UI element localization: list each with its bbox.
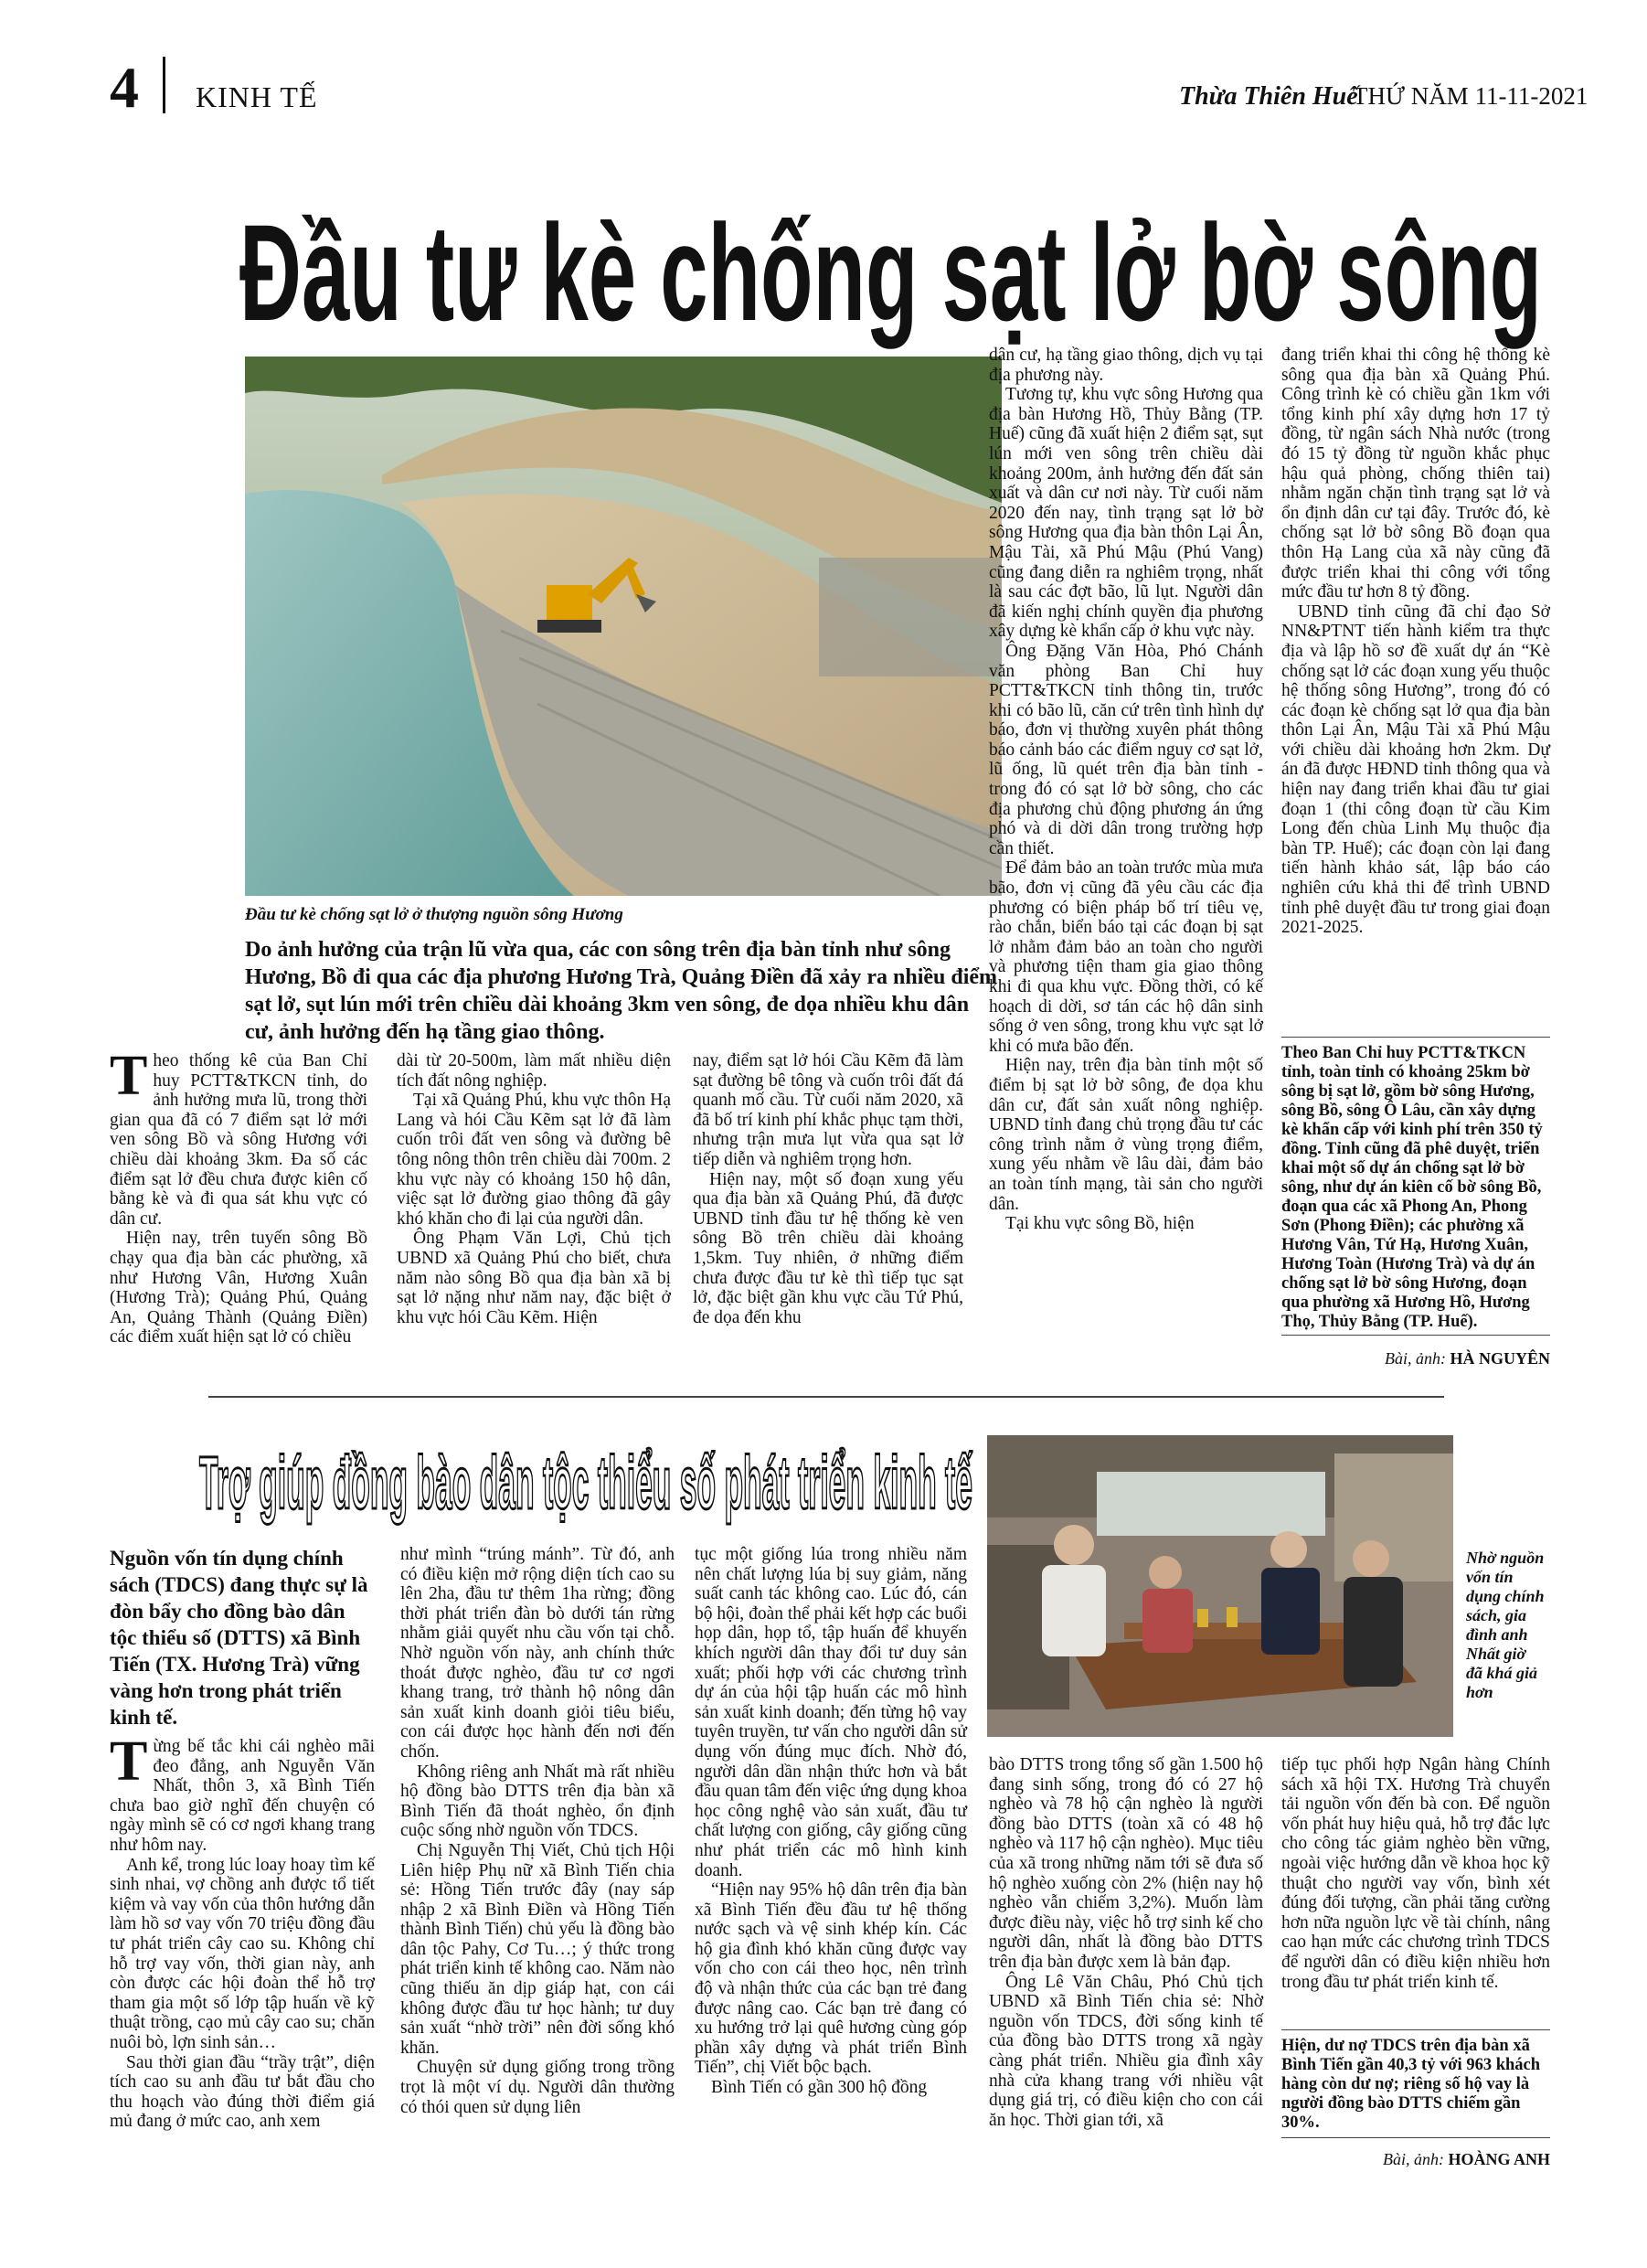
paragraph: Hiện nay, một số đoạn xung yếu qua địa bàn xã Quảng Phú, đã được UBND tỉnh đầu tư hệ thống kè ven sông Bồ trên chiều dài khoảng 1,5km. Tuy nhiên, ở những điểm chưa được đầu tư kè thì tiếp tục sạt lở, đặc biệt gần khu vực cầu Tứ Phú, đe dọa đến khu [693,1169,963,1327]
paragraph: Hiện nay, trên địa bàn tỉnh một số điểm bị sạt lở bờ sông, đe dọa khu dân cư, đất sản xuất nông nghiệp. UBND tỉnh đang chủ trọng đầu tư các công trình nằm ở vùng trọng điểm, xung yếu nhằm về lâu dài, đảm bảo an toàn tính mạng, tài sản cho người dân. [989,1056,1263,1214]
credit-author: HÀ NGUYÊN [1450,1349,1550,1368]
paragraph: “Hiện nay 95% hộ dân trên địa bàn xã Bình Tiến đều đầu tư hệ thống nước sạch và vệ sinh khép kín. Các hộ gia đình khó khăn cũng được vay vốn cho con cái theo học, nên trình độ và nhận thức của các bạn trẻ đang được nâng cao. Các bạn trẻ đang có xu hướng trở lại quê hương cùng góp phần xây dựng và phát triển Bình Tiến”, chị Viết bộc bạch. [695,1880,967,2078]
article1-column-5 [1281,346,1550,938]
paragraph: Chị Nguyễn Thị Viết, Chủ tịch Hội Liên hiệp Phụ nữ xã Bình Tiến chia sẻ: Hồng Tiến trước đây (nay sáp nhập 2 xã Bình Điền và Hồng Tiến thành Bình Tiến) chủ yếu là đồng bào dân tộc Pahy, Cơ Tu…; ý thức trong phát triển kinh tế không cao. Năm nào cũng thiếu ăn dịp giáp hạt, con cái không được đầu tư học hành; tư duy sản xuất “nhờ trời” nên đời sống khó khăn. [400,1840,675,2058]
article2-credit [1281,2150,1550,2169]
paragraph: UBND tỉnh cũng đã chỉ đạo Sở NN&PTNT tiến hành kiểm tra thực địa và lập hồ sơ đề xuất dự án “Kè chống sạt lở các đoạn xung yếu thuộc hệ thống sông Hương”, trong đó có các đoạn kè chống sạt lở qua địa bàn thôn Lại Ân, Mậu Tài xã Phú Mậu với chiều dài khoảng hơn 2km. Dự án đã được HĐND tỉnh thông qua và hiện nay đang triển khai đầu tư giai đoạn 1 (thi công đoạn từ cầu Kim Long đến chùa Linh Mụ thuộc địa bàn TP. Huế); các đoạn còn lại đang tiến hành khảo sát, lập báo cáo nghiên cứu khả thi để trình UBND tỉnh phê duyệt đầu tư trong giai đoạn 2021-2025. [1281,602,1550,938]
article1-column-4 [989,346,1263,1234]
box-rule [1281,1037,1550,1038]
dropcap: T [110,1730,148,1793]
paragraph: Không riêng anh Nhất mà rất nhiều hộ đồng bào DTTS trên địa bàn xã Bình Tiến đã thoát nghèo, ổn định cuộc sống nhờ nguồn vốn TDCS. [400,1762,675,1841]
article2-column-5 [1281,1755,1550,1992]
article1-column-2 [397,1051,671,1327]
paragraph: heo thống kê của Ban Chỉ huy PCTT&TKCN tỉnh, do ảnh hưởng mưa lũ, trong thời gian qua đã có 7 điểm sạt lở mới ven sông Bồ và sông Hương với chiều dài khoảng 3km. Đa số các điểm sạt lở đều chưa được kiên cố bằng kè và đi qua sát khu vực có dân cư. [110,1051,367,1229]
article2-column-2 [400,1545,675,2117]
article2-fact-box: Hiện, dư nợ TDCS trên địa bàn xã Bình Tiến gần 40,3 tỷ với 963 khách hàng còn dư nợ; riêng số hộ vay là người đồng bào DTTS chiếm gần 30%. [1281,2037,1541,2132]
article2-lead: Nguồn vốn tín dụng chính sách (TDCS) đang thực sự là đòn bẩy cho đồng bào dân tộc thiểu số (DTTS) xã Bình Tiến (TX. Hương Trà) vững vàng hơn trong phát triển kinh tế. [110,1547,368,1729]
article1-column-1 [110,1045,367,1347]
paragraph: Tại khu vực sông Bồ, hiện [1005,1214,1195,1234]
article2-column-1 [110,1730,375,2132]
newspaper-name: Thừa Thiên Huế [1179,82,1358,111]
paragraph: dân cư, hạ tầng giao thông, dịch vụ tại địa phương này. [989,346,1263,385]
article2-column-4 [989,1755,1263,2130]
paragraph: Anh kể, trong lúc loay hoay tìm kế sinh nhai, vợ chồng anh được tổ tiết kiệm và vay vốn của thôn hướng dẫn làm hồ sơ vay vốn 70 triệu đồng đầu tư phát triển cây cao su. Không chỉ hỗ trợ vay vốn, thời gian này, anh còn được các hội đoàn thể hỗ trợ tham gia một số lớp tập huấn về kỹ thuật trồng, cạo mủ cây cao su; chăn nuôi bò, lợn sinh sản… [110,1855,375,2052]
paragraph: Ông Phạm Văn Lợi, Chủ tịch UBND xã Quảng Phú cho biết, chưa năm nào sông Bồ qua địa bàn xã bị sạt lở nặng như năm nay, đặc biệt ở khu vực hói Cầu Kẽm. Hiện [397,1229,671,1327]
article2-photo-caption: Nhờ nguồn vốn tín dụng chính sách, gia đình anh Nhất giờ đã khá giả hơn [1466,1549,1545,1701]
box-rule [1281,2137,1550,2138]
article1-lead: Do ảnh hưởng của trận lũ vừa qua, các con sông trên địa bàn tỉnh như sông Hương, Bồ đi qua các địa phương Hương Trà, Quảng Điền đã xảy ra nhiều điểm sạt lở, sụt lún mới trên chiều dài khoảng 3km ven sông, đe dọa nhiều khu dân cư, ảnh hưởng đến hạ tầng giao thông. [245,938,998,1044]
paragraph: Hiện nay, trên tuyến sông Bồ chạy qua địa bàn các phường, xã như Hương Vân, Hương Xuân (Hương Trà); Quảng Phú, Quảng An, Quảng Thành (Quảng Điền) các điểm xuất hiện sạt lở có chiều [110,1229,367,1347]
dropcap: T [110,1045,148,1107]
article1-fact-box: Theo Ban Chỉ huy PCTT&TKCN tỉnh, toàn tỉnh có khoảng 25km bờ sông bị sạt lở, gồm bờ sông Hương, sông Bồ, sông Ô Lâu, cần xây dựng kè khẩn cấp với kinh phí trên 350 tỷ đồng. Tỉnh cũng đã phê duyệt, triển khai một số dự án chống sạt lở bờ sông, như dự án kiên cố bờ sông Bồ, đoạn qua các xã Phong An, Phong Sơn (Phong Điền); các phường xã Hương Vân, Tứ Hạ, Hương Xuân, Hương Toàn (Hương Trà) và dự án chống sạt lở bờ sông Hương, đoạn qua phường xã Hương Hồ, Hương Thọ, Thủy Bằng (TP. Huế). [1281,1044,1543,1331]
article1-headline [239,174,1546,357]
paragraph: bào DTTS trong tổng số gần 1.500 hộ đang sinh sống, trong đó có 27 hộ nghèo và 78 hộ cận nghèo là người đồng bào DTTS (toàn xã có 48 hộ nghèo và 117 hộ cận nghèo). Mục tiêu của xã trong những năm tới sẽ đưa số hộ nghèo xuống còn 2% (hiện nay hộ nghèo vẫn chiếm 3,2%). Muốn làm được điều này, việc hỗ trợ sinh kế cho người dân, nhất là đồng bào DTTS trên địa bàn được xem là bản đạp. [989,1755,1263,1972]
article1-photo-caption: Đầu tư kè chống sạt lở ở thượng nguồn sông Hương [245,905,623,924]
paragraph: Sau thời gian đầu “trầy trật”, diện tích cao su anh đầu tư bắt đầu cho thu hoạch vào đúng thời điểm giá mủ đang ở mức cao, anh xem [110,2052,375,2132]
article2-photo [987,1435,1453,1737]
paragraph: ừng bế tắc khi cái nghèo mãi đeo đẳng, anh Nguyễn Văn Nhất, thôn 3, xã Bình Tiến chưa bao giờ nghĩ đến chuyện có ngày mình sẽ có cơ ngơi khang trang như hôm nay. [110,1737,375,1855]
section-name: KINH TẾ [196,80,318,113]
credit-label: Bài, ảnh: [1384,1349,1446,1368]
article2-column-3 [695,1545,967,2098]
box-rule [1281,1335,1550,1336]
paragraph: như mình “trúng mánh”. Từ đó, anh có điều kiện mở rộng diện tích cao su lên 2ha, đầu tư thêm 1ha rừng; đồng thời phát triển đàn bò dưới tán rừng nhằm giải quyết nhu cầu vốn tại chỗ. Nhờ nguồn vốn này, anh chính thức thoát được nghèo, đầu tư cơ ngơi khang trang, trở thành hộ nông dân sản xuất kinh doanh giỏi tiêu biểu, con cái được học hành đến nơi đến chốn. [400,1545,675,1762]
paragraph: dài từ 20-500m, làm mất nhiều diện tích đất nông nghiệp. [397,1051,671,1091]
article2-headline-text: Trợ giúp đồng bào dân tộc thiểu số phát triển kinh tế [199,1442,973,1525]
paragraph: đang triển khai thi công hệ thống kè sông qua địa bàn xã Quảng Phú. Công trình kè có chiều gần 1km với tổng kinh phí xây dựng hơn 17 tỷ đồng, từ ngân sách Nhà nước (trong đó 15 tỷ đồng từ nguồn khắc phục hậu quả phòng, chống thiên tai) nhằm ngăn chặn tình trạng sạt lở và ổn định dân cư tại đây. Trước đó, kè chống sạt lở bờ sông Bồ đoạn qua thôn Hạ Lang của xã này cũng đã được triển khai thi công với tổng mức đầu tư hơn 8 tỷ đồng. [1281,346,1550,602]
paragraph: Để đảm bảo an toàn trước mùa mưa bão, đơn vị cũng đã yêu cầu các địa phương có biện pháp bố trí tiêu vẹ, rào chắn, biển báo tại các đoạn bị sạt lở nhằm đảm bảo an toàn cho người và phương tiện tham gia giao thông khi đi qua khu vực. Đồng thời, có kế hoạch di dời, sơ tán các hộ dân sinh sống ở ven sông, trong khu vực sạt lở khi có mưa bão đến. [989,858,1263,1056]
box-rule [1281,2029,1550,2030]
family-meeting-image [987,1435,1453,1737]
issue-date: THỨ NĂM 11-11-2021 [1353,82,1589,110]
article-divider [208,1396,1444,1398]
paragraph: Ông Lê Văn Châu, Phó Chủ tịch UBND xã Bình Tiến chia sẻ: Nhờ nguồn vốn TDCS, đời sống kinh tế của đồng bào DTTS trong xã ngày càng phát triển. Nhiều gia đình xây nhà cửa khang trang với nhiều vật dụng giá trị, có điều kiện cho con cái ăn học. Thời gian tới, xã [989,1972,1263,2130]
riverbank-embankment-image [245,357,1002,896]
paragraph: tục một giống lúa trong nhiều năm nên chất lượng lúa bị suy giảm, năng suất canh tác không cao. Lúc đó, cán bộ hội, đoàn thể phải kết hợp các buổi họp dân, họp tổ, tập huấn để khuyến khích người dân thay đổi tư duy sản xuất; phối hợp với các chương trình dự án của hội tập huấn các mô hình sản xuất kinh doanh; đến từng hộ vay tuyên truyền, tư vấn cho người dân sử dụng vốn đúng mục đích. Nhờ đó, người dân dần nhận thức hơn và bắt đầu quan tâm đến việc ứng dụng khoa học công nghệ vào sản xuất, đầu tư chất lượng con giống, cây giống cũng như phát triển các mô hình kinh doanh. [695,1545,967,1880]
paragraph: Ông Đặng Văn Hòa, Phó Chánh văn phòng Ban Chỉ huy PCTT&TKCN tỉnh thông tin, trước khi có bão lũ, căn cứ trên tình hình dự báo, đơn vị thường xuyên phát thông báo cảnh báo các điểm nguy cơ sạt lở, lũ ống, lũ quét trên địa bàn tỉnh - trong đó có sạt lở bờ sông, cho các địa phương chủ động phương án ứng phó và di dời dân trong trường hợp cần thiết. [989,641,1263,858]
paragraph: tiếp tục phối hợp Ngân hàng Chính sách xã hội TX. Hương Trà chuyển tải nguồn vốn đến bà con. Để nguồn vốn phát huy hiệu quả, hỗ trợ đắc lực cho công tác giảm nghèo bền vững, ngoài việc hướng dẫn về khoa học kỹ thuật cho người vay vốn, bình xét đúng đối tượng, cần phải tăng cường hơn nữa nguồn lực về tài chính, nâng cao hạn mức các chương trình TDCS để người dân có điều kiện nhiều hơn trong đầu tư phát triển kinh tế. [1281,1755,1550,1992]
article1-column-3 [693,1051,963,1327]
article1-credit [1281,1349,1550,1368]
paragraph: Tương tự, khu vực sông Hương qua địa bàn Hương Hồ, Thủy Bằng (TP. Huế) cũng đã xuất hiện 2 điểm sạt, sụt lún mới ven sông trên chiều dài khoảng 200m, ảnh hưởng đến đất sản xuất và dân cư nơi này. Từ cuối năm 2020 đến nay, tình trạng sạt lở bờ sông Hương qua địa bàn thôn Lại Ân, Mậu Tài, xã Phú Mậu (Phú Vang) cũng đang diễn ra nghiêm trọng, nhất là sau các đợt bão, lũ lụt. Người dân đã kiến nghị chính quyền địa phương xây dựng kè khẩn cấp ở khu vực này. [989,385,1263,642]
article1-headline-text: Đầu tư kè chống sạt lở bờ sông [239,196,1542,349]
article2-headline [197,1428,974,1528]
paragraph: Chuyện sử dụng giống trong trồng trọt là một ví dụ. Người dân thường có thói quen sử dụng liên [400,2058,675,2117]
paragraph: Tại xã Quảng Phú, khu vực thôn Hạ Lang và hói Cầu Kẽm sạt lở đã làm cuốn trôi đất ven sông và đường bê tông nông thôn trên chiều dài 700m. 2 khu vực này có khoảng 150 hộ dân, việc sạt lở đường giao thông đã gây khó khăn cho đi lại của người dân. [397,1091,671,1229]
header-divider [163,57,165,113]
credit-label: Bài, ảnh: [1382,2150,1444,2168]
page-number: 4 [110,55,139,120]
credit-author: HOÀNG ANH [1448,2150,1550,2168]
article1-photo [245,357,1002,896]
paragraph: nay, điểm sạt lở hói Cầu Kẽm đã làm sạt đường bê tông và cuốn trôi đất đá quanh mố cầu. Từ cuối năm 2020, xã đã bố trí kinh phí khắc phục tạm thời, nhưng trận mưa lụt vừa qua sạt lở tiếp diễn và nghiêm trọng hơn. [693,1051,963,1169]
paragraph: Bình Tiến có gần 300 hộ đồng [711,2078,928,2098]
